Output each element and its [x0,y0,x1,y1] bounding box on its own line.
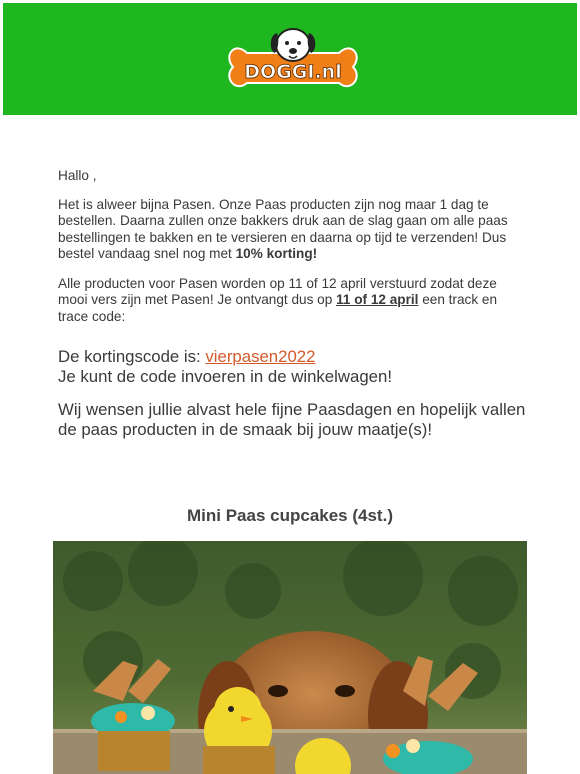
dog-with-cupcakes-photo-icon [53,541,527,774]
shipping-text: Alle producten voor Pasen worden op 11 of 12 april verstuurd zodat deze mooi vers zijn met Pasen! Je ontvangt dus op [58,276,497,308]
doggi-logo[interactable] [225,23,361,103]
logo-text: DOGGI.nl [244,61,342,83]
easter-wish: Wij wensen jullie alvast hele fijne Paasdagen en hopelijk vallen de paas producten in de smaak bij jouw maatje(s)! [58,400,526,439]
discount-highlight: 10% korting! [235,245,318,261]
intro-paragraph [58,197,526,262]
greeting: Hallo , [58,168,97,183]
discount-code-block [58,347,392,387]
code-label: De kortingscode is: [58,347,206,366]
product-title[interactable]: Mini Paas cupcakes (4st.) [187,506,393,525]
header-banner [3,3,577,115]
shipping-paragraph [58,276,526,325]
intro-text: Het is alweer bijna Pasen. Onze Paas producten zijn nog maar 1 dag te bestellen. Daarna zullen onze bakkers druk aan de slag gaan om alle paas bestellingen te bakken en te versieren en daarna op tijd te verzenden! Dus bestel vandaag snel nog met [58,197,508,261]
code-hint: Je kunt de code invoeren in de winkelwagen! [58,367,392,386]
discount-code-link[interactable]: vierpasen2022 [205,347,316,366]
shipping-tail: een track en trace code: [58,292,498,324]
shipping-date: 11 of 12 april [336,292,419,308]
product-photo[interactable] [53,541,527,774]
